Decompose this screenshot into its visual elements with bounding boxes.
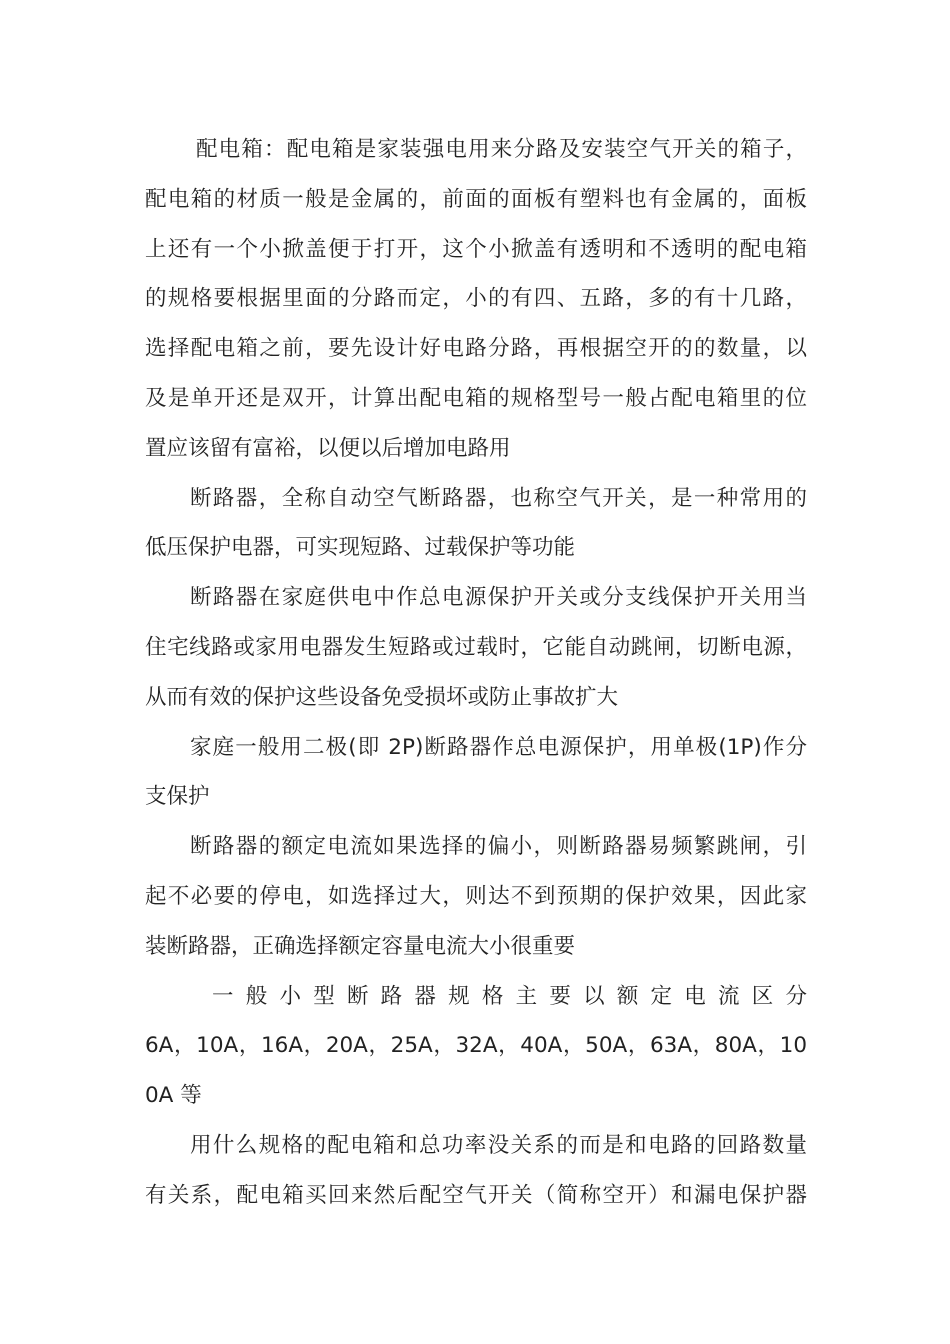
- paragraph-breaker-definition: [145, 486, 807, 586]
- text-line: 置应该留有富裕，以便以后增加电路用: [145, 435, 511, 461]
- text-line: 的规格要根据里面的分路而定，小的有四、五路，多的有十几路，: [145, 286, 807, 312]
- text-line: 上还有一个小掀盖便于打开，这个小掀盖有透明和不透明的配电箱: [145, 236, 807, 262]
- document-body: [145, 137, 807, 1233]
- text-line: 起不必要的停电，如选择过大，则达不到预期的保护效果，因此家: [145, 883, 807, 909]
- text-line: 断路器在家庭供电中作总电源保护开关或分支线保护开关用当: [190, 585, 807, 611]
- paragraph-distribution-box: [145, 137, 807, 486]
- text-line: 从而有效的保护这些设备免受损坏或防止事故扩大: [145, 684, 619, 710]
- paragraph-breaker-usage: [145, 585, 807, 734]
- text-line: 低压保护电器，可实现短路、过载保护等功能: [145, 535, 576, 561]
- text-line: 配电箱的材质一般是金属的，前面的面板有塑料也有金属的，面板: [145, 186, 807, 212]
- text-line: 住宅线路或家用电器发生短路或过载时，它能自动跳闸，切断电源，: [145, 634, 807, 660]
- text-line: 家庭一般用二极(即 2P)断路器作总电源保护，用单极(1P)作分: [190, 734, 807, 760]
- paragraph-rated-current: [145, 834, 807, 983]
- text-line: 0A 等: [145, 1083, 202, 1109]
- text-line: 6A，10A，16A，20A，25A，32A，40A，50A，63A，80A，10: [145, 1033, 807, 1059]
- text-line: 用什么规格的配电箱和总功率没关系的而是和电路的回路数量: [190, 1132, 807, 1158]
- text-line: 一 般 小 型 断 路 器 规 格 主 要 以 额 定 电 流 区 分: [212, 983, 807, 1009]
- text-line: 配电箱：配电箱是家装强电用来分路及安装空气开关的箱子，: [196, 137, 807, 162]
- text-line: 选择配电箱之前，要先设计好电路分路，再根据空开的的数量，以: [145, 336, 807, 362]
- text-line: 及是单开还是双开，计算出配电箱的规格型号一般占配电箱里的位: [145, 385, 807, 411]
- text-line: 断路器的额定电流如果选择的偏小，则断路器易频繁跳闸，引: [190, 834, 807, 860]
- text-line: 断路器，全称自动空气断路器，也称空气开关，是一种常用的: [190, 485, 807, 511]
- text-line: 有关系，配电箱买回来然后配空气开关（简称空开）和漏电保护器: [145, 1182, 807, 1208]
- paragraph-box-selection: [145, 1133, 807, 1233]
- text-line: 支保护: [145, 784, 210, 810]
- text-line: 装断路器，正确选择额定容量电流大小很重要: [145, 933, 576, 959]
- paragraph-poles: [145, 735, 807, 835]
- paragraph-specifications: [145, 984, 807, 1133]
